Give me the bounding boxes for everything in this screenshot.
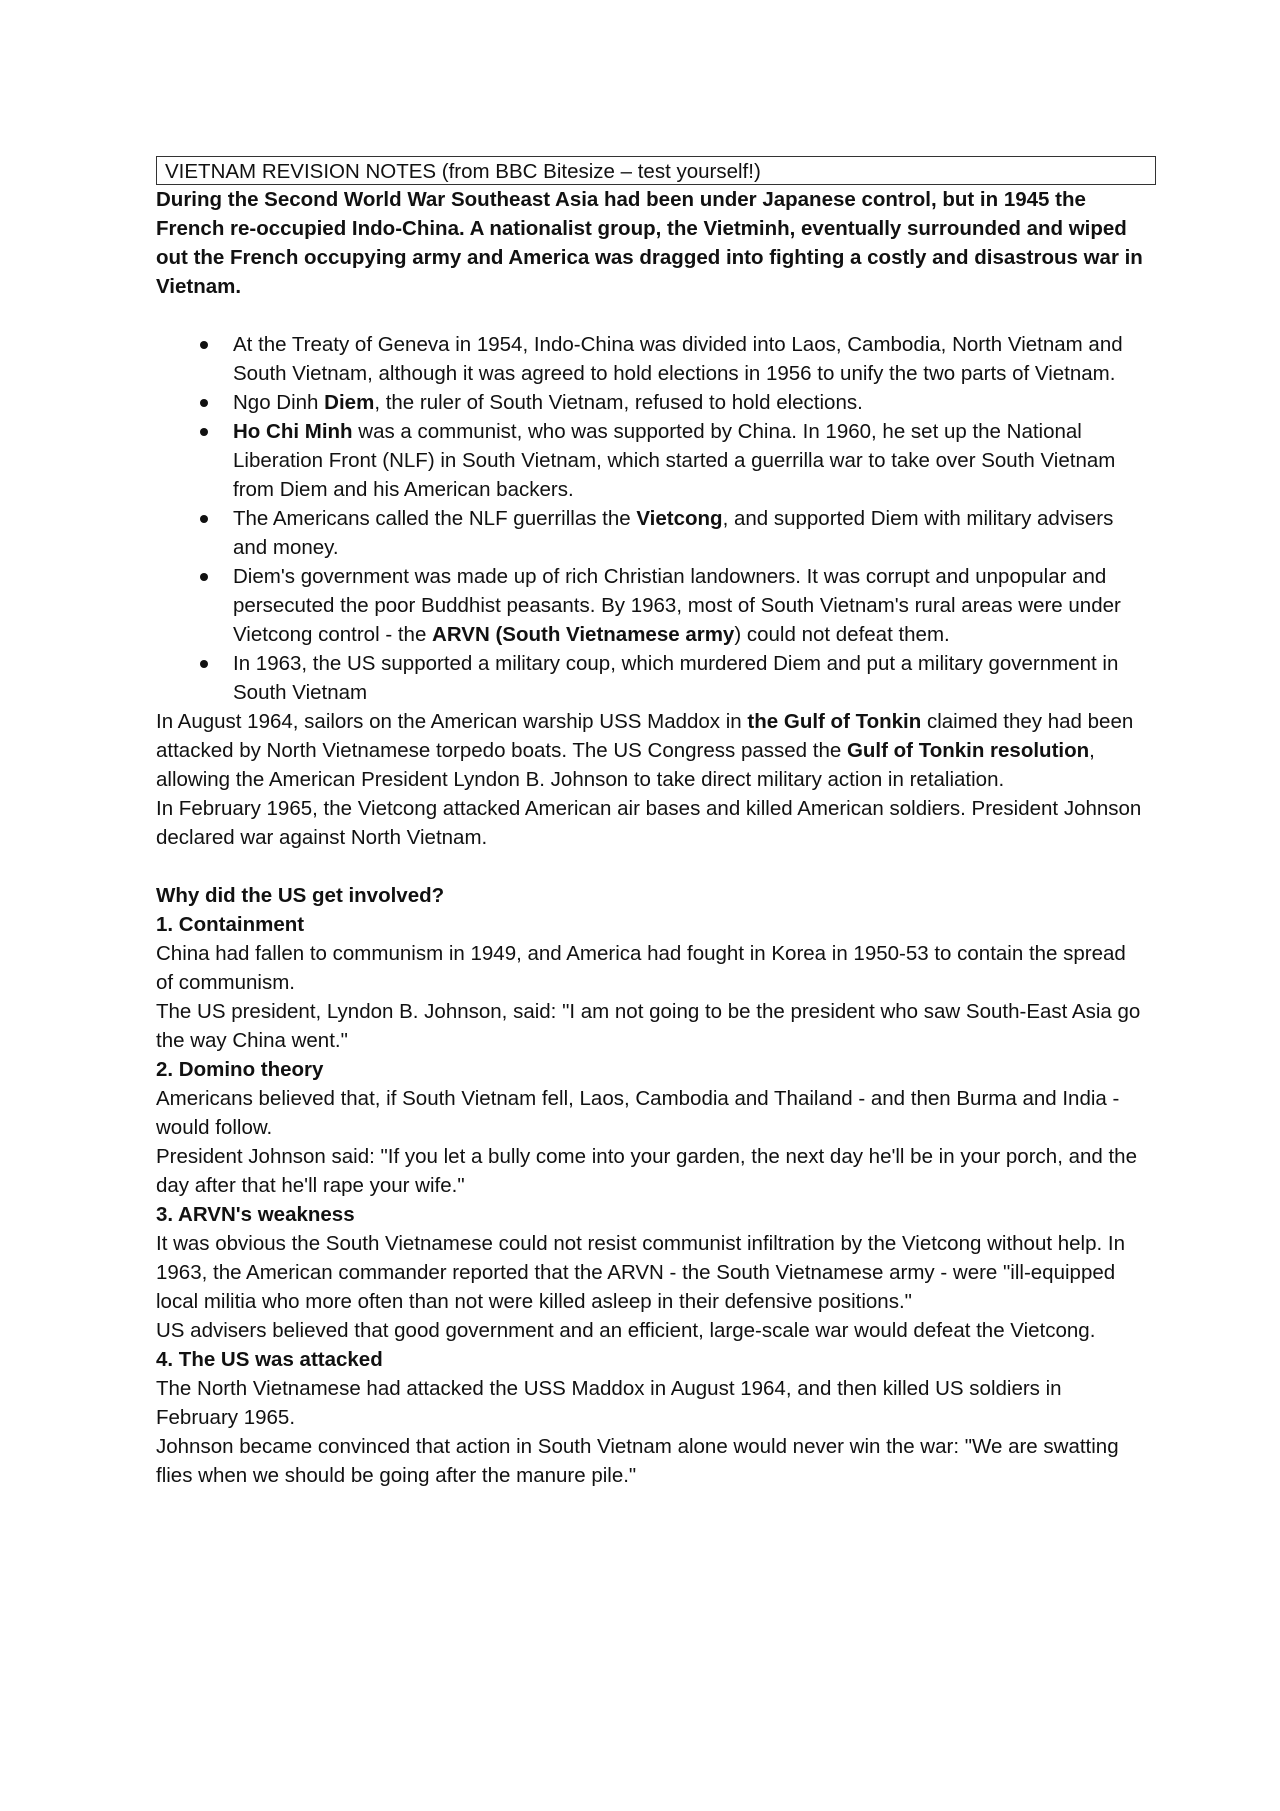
bullet-icon bbox=[200, 341, 208, 349]
section-paragraph: The US president, Lyndon B. Johnson, said: "I am not going to be the president who saw South-East Asia go the way China went." bbox=[156, 1000, 1141, 1052]
bullet-text: At the Treaty of Geneva in 1954, Indo-China was divided into Laos, Cambodia, North Vietnam and South Vietnam, although it was agreed to hold elections in 1956 to unify the two parts of Vietnam. bbox=[233, 333, 1123, 385]
bullet-text: The Americans called the NLF guerrillas the bbox=[233, 507, 637, 530]
paragraph-text: In August 1964, sailors on the American warship USS Maddox in bbox=[156, 710, 748, 733]
section-arvn-weakness bbox=[156, 1200, 1146, 1345]
section-paragraph: Americans believed that, if South Vietnam fell, Laos, Cambodia and Thailand - and then Burma and India - would follow. bbox=[156, 1087, 1120, 1139]
section-heading: 2. Domino theory bbox=[156, 1058, 324, 1081]
list-item bbox=[156, 417, 1146, 504]
why-heading: Why did the US get involved? bbox=[156, 884, 445, 907]
bullet-bold-term: Ho Chi Minh bbox=[233, 420, 353, 443]
section-paragraph: China had fallen to communism in 1949, and America had fought in Korea in 1950-53 to contain the spread of communism. bbox=[156, 942, 1126, 994]
bullet-text: was a communist, who was supported by China. In 1960, he set up the National Liberation Front (NLF) in South Vietnam, which started a guerrilla war to take over South Vietnam from Diem and his American backers. bbox=[233, 420, 1116, 501]
spacer bbox=[156, 852, 1146, 881]
list-item bbox=[156, 562, 1146, 649]
list-item bbox=[156, 649, 1146, 707]
section-paragraph: President Johnson said: "If you let a bully come into your garden, the next day he'll be in your porch, and the day after that he'll rape your wife." bbox=[156, 1145, 1137, 1197]
section-paragraph: Johnson became convinced that action in South Vietnam alone would never win the war: "We are swatting flies when we should be going after the manure pile." bbox=[156, 1435, 1119, 1487]
bullet-icon bbox=[200, 573, 208, 581]
bullet-bold-term: Diem bbox=[324, 391, 375, 414]
section-heading: 3. ARVN's weakness bbox=[156, 1203, 355, 1226]
paragraph-text: , allowing the American President Lyndon B. Johnson to take direct military action in retaliation. bbox=[156, 739, 1095, 791]
february-1965-paragraph: In February 1965, the Vietcong attacked American air bases and killed American soldiers. President Johnson declared war against North Vietnam. bbox=[156, 797, 1142, 849]
document-page bbox=[156, 156, 1146, 1490]
document-title: VIETNAM REVISION NOTES (from BBC Bitesize – test yourself!) bbox=[156, 156, 1156, 185]
section-paragraph: The North Vietnamese had attacked the USS Maddox in August 1964, and then killed US soldiers in February 1965. bbox=[156, 1377, 1062, 1429]
section-domino-theory bbox=[156, 1055, 1146, 1200]
bold-term: Gulf of Tonkin resolution bbox=[846, 739, 1090, 762]
gulf-of-tonkin-paragraph bbox=[156, 707, 1146, 794]
section-paragraph: It was obvious the South Vietnamese could not resist communist infiltration by the Vietcong without help. In 1963, the American commander reported that the ARVN - the South Vietnamese army - were "ill-equipped local militia who more often than not were killed asleep in their defensive positions." bbox=[156, 1232, 1125, 1313]
bullet-text: In 1963, the US supported a military coup, which murdered Diem and put a military government in South Vietnam bbox=[233, 652, 1119, 704]
bullet-icon bbox=[200, 660, 208, 668]
list-item bbox=[156, 504, 1146, 562]
bullet-text: Ngo Dinh bbox=[233, 391, 325, 414]
paragraph-text: claimed they had been attacked by North Vietnamese torpedo boats. The US Congress passed the bbox=[156, 710, 1134, 762]
section-us-attacked bbox=[156, 1345, 1146, 1490]
list-item bbox=[156, 330, 1146, 388]
section-containment bbox=[156, 910, 1146, 1055]
bullet-bold-term: Vietcong bbox=[636, 507, 723, 530]
bold-term: the Gulf of Tonkin bbox=[747, 710, 922, 733]
section-heading: 1. Containment bbox=[156, 913, 305, 936]
section-paragraph: US advisers believed that good government and an efficient, large-scale war would defeat the Vietcong. bbox=[156, 1319, 1096, 1342]
bullet-icon bbox=[200, 428, 208, 436]
bullet-text: , the ruler of South Vietnam, refused to hold elections. bbox=[374, 391, 863, 414]
section-heading: 4. The US was attacked bbox=[156, 1348, 383, 1371]
list-item bbox=[156, 388, 1146, 417]
bullet-icon bbox=[200, 515, 208, 523]
bullet-text: Diem's government was made up of rich Christian landowners. It was corrupt and unpopular and persecuted the poor Buddhist peasants. By 1963, most of South Vietnam's rural areas were under Vietcong control - the bbox=[233, 565, 1121, 646]
bullet-text: ) could not defeat them. bbox=[734, 623, 950, 646]
bullet-list bbox=[156, 330, 1146, 707]
bullet-bold-term: ARVN (South Vietnamese army bbox=[432, 623, 735, 646]
spacer bbox=[156, 301, 1146, 330]
intro-paragraph: During the Second World War Southeast Asia had been under Japanese control, but in 1945 the French re-occupied Indo-China. A nationalist group, the Vietminh, eventually surrounded and wiped out the French occupying army and America was dragged into fighting a costly and disastrous war in Vietnam. bbox=[156, 188, 1143, 298]
bullet-icon bbox=[200, 399, 208, 407]
bullet-text: , and supported Diem with military advisers and money. bbox=[233, 507, 1114, 559]
